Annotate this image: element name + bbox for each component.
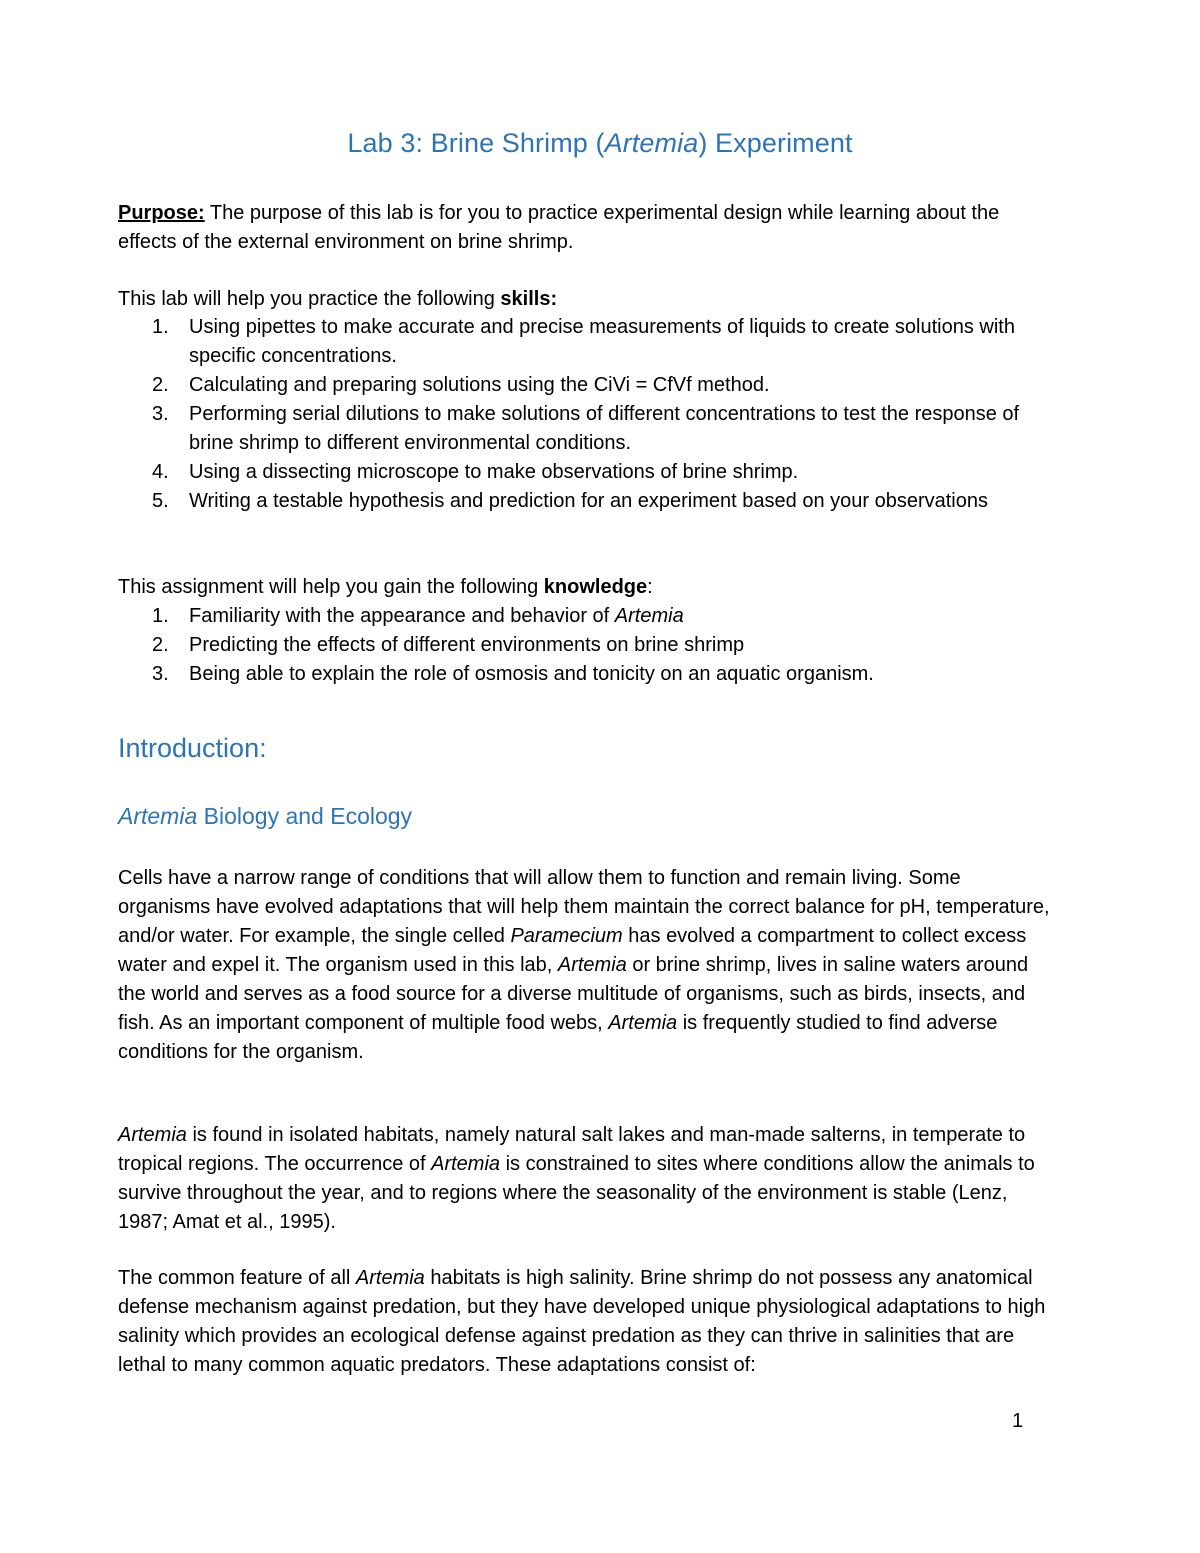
intro-paragraph-2: Artemia is found in isolated habitats, namely natural salt lakes and man-made salterns, in temperate to tropical regions. The occurrence of Artemia is constrained to sites where conditions allow the animals to survive throughout the year, and to regions where the seasonality of the environment is stable (Lenz, 1987; Amat et al., 1995). (118, 1124, 1035, 1233)
page-number: 1 (1012, 1410, 1024, 1432)
document-title: Lab 3: Brine Shrimp (Artemia) Experiment (347, 128, 853, 158)
purpose-label: Purpose: (118, 202, 205, 224)
list-item: 2. Calculating and preparing solutions using the CiVi = CfVf method. (152, 374, 770, 396)
list-item: 1. Familiarity with the appearance and behavior of Artemia (152, 605, 684, 627)
skills-intro: This lab will help you practice the following skills: (118, 288, 558, 310)
introduction-heading: Introduction: (118, 733, 267, 763)
title-italic-artemia: Artemia (604, 128, 699, 158)
skills-list (152, 313, 1032, 516)
knowledge-intro: This assignment will help you gain the following knowledge: (118, 576, 653, 598)
knowledge-list (152, 602, 1032, 689)
list-item: 3. Performing serial dilutions to make solutions of different concentrations to test the response of brine shrimp to different environmental conditions. (152, 403, 1020, 454)
list-item: 1. Using pipettes to make accurate and precise measurements of liquids to create solutions with specific concentrations. (152, 316, 1015, 367)
intro-paragraph-3: The common feature of all Artemia habitats is high salinity. Brine shrimp do not possess any anatomical defense mechanism against predation, but they have developed unique physiological adaptations to high salinity which provides an ecological defense against predation as they can thrive in salinities that are lethal to many common aquatic predators. These adaptations consist of: (118, 1267, 1046, 1376)
list-item: 3. Being able to explain the role of osmosis and tonicity on an aquatic organism. (152, 663, 874, 685)
list-item: 4. Using a dissecting microscope to make observations of brine shrimp. (152, 461, 799, 483)
purpose-paragraph: Purpose: The purpose of this lab is for you to practice experimental design while learning about the effects of the external environment on brine shrimp. (118, 202, 1000, 253)
biology-ecology-subheading: Artemia Biology and Ecology (118, 803, 413, 829)
intro-paragraph-1: Cells have a narrow range of conditions that will allow them to function and remain living. Some organisms have evolved adaptations that will help them maintain the correct balance for pH, temperature, and/or water. For example, the single celled Paramecium has evolved a compartment to collect excess water and expel it. The organism used in this lab, Artemia or brine shrimp, lives in saline waters around the world and serves as a food source for a diverse multitude of organisms, such as birds, insects, and fish. As an important component of multiple food webs, Artemia is frequently studied to find adverse conditions for the organism. (118, 867, 1050, 1063)
list-item: 2. Predicting the effects of different environments on brine shrimp (152, 634, 745, 656)
list-item: 5. Writing a testable hypothesis and prediction for an experiment based on your observations (152, 490, 988, 512)
